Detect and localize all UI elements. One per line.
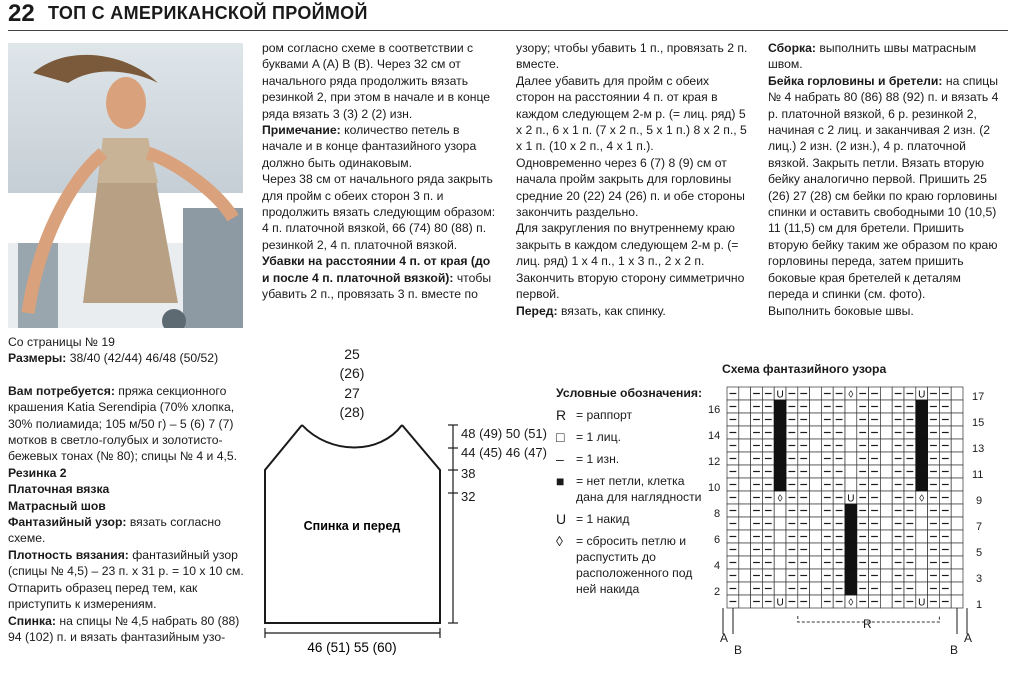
grid-cell — [739, 556, 751, 569]
grid-cell — [845, 504, 857, 517]
grid-cell — [810, 426, 822, 439]
bottom-width: 46 (51) 55 (60) — [307, 640, 397, 655]
grid-cell — [810, 400, 822, 413]
grid-symbol: ◊ — [919, 493, 925, 505]
legend-item: □ = 1 лиц. — [556, 429, 621, 445]
schema-grid — [700, 372, 1000, 672]
grid-cell — [774, 465, 786, 478]
grid-cell — [880, 413, 892, 426]
grid-cell — [951, 569, 963, 582]
grid-cell — [880, 569, 892, 582]
grid-cell — [845, 543, 857, 556]
grid-cell — [951, 478, 963, 491]
grid-cell — [845, 478, 857, 491]
grid-cell — [774, 582, 786, 595]
grid-cell — [951, 543, 963, 556]
grid-cell — [916, 556, 928, 569]
row-number: 14 — [708, 430, 721, 442]
photo-illustration — [8, 43, 243, 328]
row-number: 1 — [976, 599, 983, 611]
legend-item: U = 1 накид — [556, 511, 630, 527]
drop-stitch-icon: ◊ — [556, 533, 563, 549]
grid-cell — [916, 504, 928, 517]
grid-symbol: ◊ — [848, 389, 854, 401]
grid-symbol: ◊ — [848, 597, 854, 609]
legend-item: – = 1 изн. — [556, 451, 620, 467]
grid-cell — [845, 569, 857, 582]
grid-cell — [774, 439, 786, 452]
grid-cell — [880, 387, 892, 400]
grid-cell — [916, 582, 928, 595]
grid-cell — [739, 387, 751, 400]
page-header — [8, 0, 1008, 31]
mark-b-left: B — [734, 643, 743, 657]
neck-para: Бейка горловины и бретели: на спицы № 4 набрать 80 (86) 88 (92) п. и вязать 4 р. платочной вязкой, 6 р. резинкой 2, начиная с 2 лиц. и заканчивая 2 изн. (2 лиц.) 2 изн. (2 изн.), 4 р. платочной вязкой. Закрыть петли. Вязать вторую бейку аналогично первой. Пришить 25 (26) 27 (28) см бейки по краю горловины спинки и оставить свободными 10 (10,5) 11 (11,5) см для бретели. Пришить вторую бейку таким же образом по краю горловины переда, затем пришить боковые края бретелей к деталям переда и спинки (см. фото). — [768, 73, 999, 302]
grid-cell — [880, 426, 892, 439]
legend-title: Условные обозначения: — [556, 386, 703, 400]
row-number: 4 — [714, 560, 721, 572]
col4-para-3: Выполнить боковые швы. — [768, 303, 914, 318]
neck-width-1: 25 — [344, 346, 360, 362]
garment-label: Спинка и перед — [303, 519, 401, 533]
column-2 — [262, 40, 498, 303]
row-number: 3 — [976, 573, 983, 585]
grid-cell — [880, 517, 892, 530]
grid-cell — [774, 478, 786, 491]
grid-cell — [810, 517, 822, 530]
rib-label: Резинка 2 — [8, 465, 67, 480]
grid-cell — [951, 530, 963, 543]
col2-para-3: Через 38 см от начального ряда закрыть для пройм с обеих сторон 3 п. и продолжить вязать следующим образом: 4 п. платочной вязкой, 66 (74) 80 (88) п. резинкой 2, 4 п. платочной вязкой. — [262, 172, 496, 252]
grid-cell — [845, 517, 857, 530]
grid-cell — [845, 465, 857, 478]
grid-cell — [880, 465, 892, 478]
schema-title: Схема фантазийного узора — [722, 362, 887, 376]
height-4: 32 — [461, 489, 476, 504]
column-4 — [768, 40, 1004, 319]
col3-para-1: узору; чтобы убавить 1 п., провязать 2 п. вместе. — [516, 41, 748, 72]
needs-para: Вам потребуется: пряжа секционного крашения Katia Serendipia (70% хлопка, 30% полиамида; 105 м/50 г) – 5 (6) 7 (7) мотков в светло-голубых и золотисто-бежевых тонах (№ 80); спицы № 4 и 4,5. — [8, 383, 238, 464]
grid-cell — [951, 491, 963, 504]
assembly-para: Сборка: выполнить швы матрасным швом. — [768, 41, 977, 72]
legend-item: ■ = нет петли, клетка дана для наглядности — [556, 473, 702, 504]
grid-cell — [845, 452, 857, 465]
grid-cell — [916, 413, 928, 426]
grid-cell — [845, 400, 857, 413]
grid-cell — [916, 426, 928, 439]
back-para: Спинка: на спицы № 4,5 набрать 80 (88) 94 (102) п. и вязать фантазийным узо- — [8, 613, 240, 644]
row-number: 8 — [714, 508, 721, 520]
repeat-label: R — [863, 617, 872, 631]
grid-cell — [739, 595, 751, 608]
grid-symbol: ◊ — [777, 493, 783, 505]
grid-cell — [774, 452, 786, 465]
grid-symbol: U — [776, 597, 784, 609]
grid-symbol: U — [776, 389, 784, 401]
grid-cell — [739, 400, 751, 413]
grid-cell — [774, 400, 786, 413]
grid-cell — [810, 452, 822, 465]
grid-cell — [739, 569, 751, 582]
fancy-para: Фантазийный узор: вязать согласно схеме. — [8, 515, 221, 546]
neck-width-4: (28) — [339, 404, 365, 420]
grid-cell — [951, 400, 963, 413]
grid-cell — [774, 504, 786, 517]
grid-cell — [880, 582, 892, 595]
grid-cell — [951, 517, 963, 530]
column-3 — [516, 40, 750, 319]
grid-cell — [739, 439, 751, 452]
col3-para-4: Для закругления по внутреннему краю закрыть в каждом следующем 2-м р. (= лиц. ряд) 1 х 4 п., 1 х 3 п., 2 х 2 п. — [516, 221, 739, 269]
grid-cell — [739, 413, 751, 426]
yarn-over-icon: U — [556, 511, 567, 527]
grid-cell — [880, 595, 892, 608]
garter-label: Платочная вязка — [8, 482, 110, 497]
mattress-label: Матрасный шов — [8, 498, 106, 513]
height-1: 48 (49) 50 (51) — [461, 426, 547, 441]
grid-cell — [810, 556, 822, 569]
grid-cell — [880, 478, 892, 491]
grid-cell — [951, 439, 963, 452]
grid-cell — [916, 465, 928, 478]
repeat-icon: R — [556, 407, 567, 423]
grid-cell — [810, 465, 822, 478]
column-1 — [8, 334, 244, 645]
grid-cell — [810, 387, 822, 400]
grid-cell — [951, 465, 963, 478]
row-number: 12 — [708, 456, 721, 468]
grid-cell — [845, 582, 857, 595]
grid-cell — [951, 387, 963, 400]
grid-symbol: U — [918, 389, 926, 401]
row-number: 6 — [714, 534, 721, 546]
grid-cell — [739, 465, 751, 478]
grid-cell — [951, 582, 963, 595]
grid-cell — [774, 569, 786, 582]
grid-cell — [739, 543, 751, 556]
legend-item: R = раппорт — [556, 407, 633, 423]
grid-cell — [951, 452, 963, 465]
mark-a-left: A — [720, 631, 729, 645]
grid-symbol: U — [918, 597, 926, 609]
col3-para-2: Далее убавить для пройм с обеих сторон на расстоянии 4 п. от края в каждом следующем 2-м р. (= лиц. ряд) 5 х 2 п., 6 х 1 п. (7 х 2 п., 5 х 1 п.) 8 х 2 п., 5 х 1 п. (10 х 2 п., 4 х 1 п.). — [516, 73, 747, 154]
page-number: 22 — [8, 0, 35, 27]
row-number: 10 — [708, 482, 721, 494]
grid-symbol: U — [847, 493, 855, 505]
grid-cell — [916, 400, 928, 413]
grid-cell — [810, 478, 822, 491]
row-number: 11 — [972, 469, 984, 481]
col2-para-1: ром согласно схеме в соответствии с буквами A (A) B (B). Через 32 см от начального ряда продолжить вязать резинкой 2, при этом в начале и в конце ряда вязать 3 (3) 2 (2) изн. — [262, 41, 491, 121]
mark-b-right: B — [950, 643, 959, 657]
grid-cell — [951, 504, 963, 517]
grid-cell — [810, 582, 822, 595]
grid-cell — [880, 543, 892, 556]
grid-cell — [739, 517, 751, 530]
grid-cell — [916, 439, 928, 452]
grid-cell — [880, 556, 892, 569]
dec-para: Убавки на расстоянии 4 п. от края (до и после 4 п. платочной вязкой): чтобы убавить 2 п., провязать 3 п. вместе по — [262, 254, 492, 302]
row-number: 9 — [976, 495, 983, 507]
grid-cell — [845, 530, 857, 543]
grid-cell — [880, 400, 892, 413]
grid-cell — [916, 530, 928, 543]
grid-cell — [810, 595, 822, 608]
grid-cell — [916, 478, 928, 491]
grid-cell — [739, 504, 751, 517]
knit-icon: □ — [556, 429, 565, 445]
row-number: 5 — [976, 547, 983, 559]
sizes-para: Размеры: 38/40 (42/44) 46/48 (50/52) — [8, 351, 219, 366]
grid-cell — [916, 517, 928, 530]
grid-cell — [739, 426, 751, 439]
grid-cell — [810, 504, 822, 517]
page-title: ТОП С АМЕРИКАНСКОЙ ПРОЙМОЙ — [48, 3, 368, 23]
row-number: 15 — [972, 417, 985, 429]
legend-item: ◊ = сбросить петлю и распустить до расположенного под ней накида — [556, 533, 693, 596]
grid-cell — [880, 452, 892, 465]
purl-icon: – — [556, 451, 564, 467]
grid-cell — [845, 413, 857, 426]
grid-cell — [951, 426, 963, 439]
col3-para-5: Закончить вторую сторону симметрично первой. — [516, 270, 745, 302]
grid-cell — [739, 582, 751, 595]
grid-cell — [845, 556, 857, 569]
grid-cell — [774, 426, 786, 439]
col3-para-3: Одновременно через 6 (7) 8 (9) см от начала пройм закрыть для горловины средние 20 (22) 24 (26) п. и обе стороны закончить раздельно. — [516, 155, 745, 220]
grid-cell — [774, 543, 786, 556]
grid-cell — [916, 569, 928, 582]
grid-cell — [951, 556, 963, 569]
no-stitch-icon: ■ — [556, 473, 565, 489]
grid-cell — [810, 530, 822, 543]
grid-cell — [845, 439, 857, 452]
from-page: Со страницы № 19 — [8, 335, 115, 349]
grid-cell — [774, 530, 786, 543]
grid-cell — [810, 439, 822, 452]
grid-cell — [880, 491, 892, 504]
legend — [556, 385, 706, 603]
grid-cell — [739, 452, 751, 465]
neck-width-2: (26) — [339, 365, 365, 381]
row-number: 2 — [714, 586, 721, 598]
height-2: 44 (45) 46 (47) — [461, 445, 547, 460]
stitch-schema — [700, 362, 1000, 672]
grid-cell — [810, 491, 822, 504]
row-number: 17 — [972, 391, 985, 403]
grid-cell — [739, 478, 751, 491]
grid-cell — [810, 569, 822, 582]
grid-cell — [810, 543, 822, 556]
model-photo — [8, 43, 243, 328]
grid-cell — [739, 491, 751, 504]
pattern-diagram — [250, 340, 560, 660]
front-para: Перед: вязать, как спинку. — [516, 303, 666, 318]
grid-cell — [951, 413, 963, 426]
grid-cell — [810, 413, 822, 426]
grid-cell — [739, 530, 751, 543]
mark-a-right: A — [964, 631, 973, 645]
grid-cell — [880, 439, 892, 452]
height-3: 38 — [461, 466, 476, 481]
grid-cell — [774, 556, 786, 569]
grid-cell — [951, 595, 963, 608]
grid-cell — [880, 504, 892, 517]
grid-cell — [916, 543, 928, 556]
grid-cell — [845, 426, 857, 439]
row-number: 16 — [708, 404, 721, 416]
grid-cell — [774, 413, 786, 426]
density-para: Плотность вязания: фантазийный узор (спицы № 4,5) – 23 п. х 31 р. = 10 х 10 см. Отпарить образец перед тем, как приступить к измерениям. — [8, 547, 244, 612]
grid-cell — [880, 530, 892, 543]
neck-width-3: 27 — [344, 385, 360, 401]
grid-cell — [774, 517, 786, 530]
row-number: 13 — [972, 443, 985, 455]
grid-cell — [916, 452, 928, 465]
row-number: 7 — [976, 521, 983, 533]
note-para: Примечание: количество петель в начале и в конце фантазийного узора должно быть одинаковым. — [262, 123, 477, 170]
